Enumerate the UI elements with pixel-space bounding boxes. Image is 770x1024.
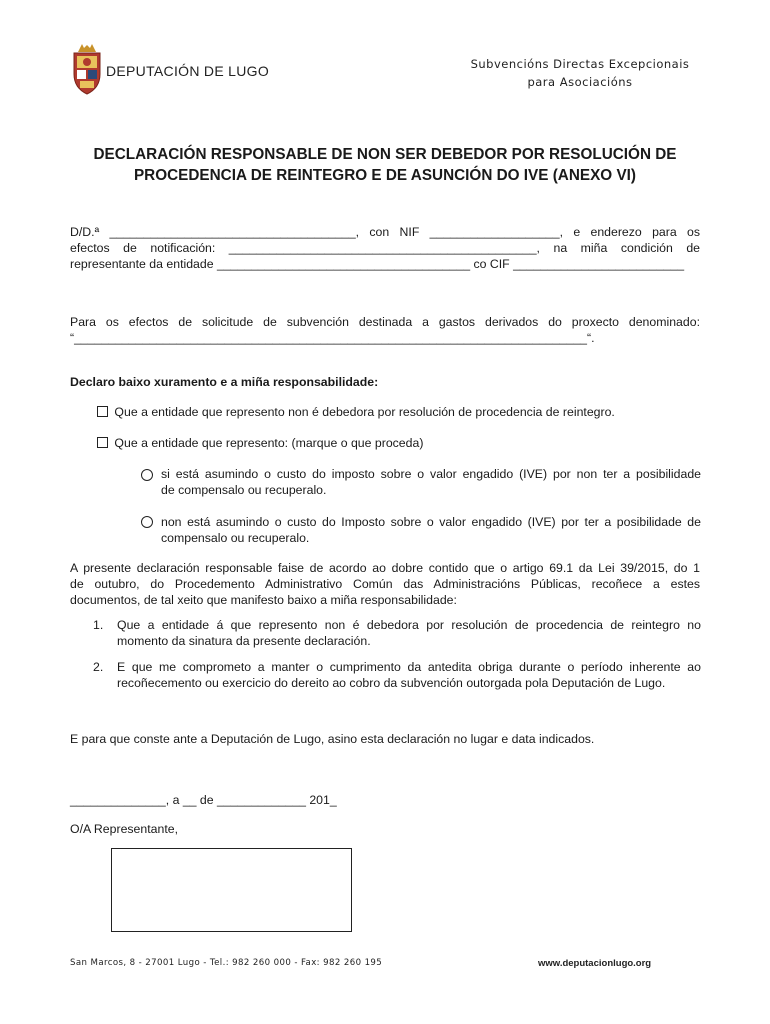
checkbox-debtor[interactable] [97,406,108,417]
item-1-line-1: Que a entidade á que represento non é debedora por resolución de procedencia de reintegro no [117,618,701,632]
radio-assuming-vat[interactable] [141,469,153,481]
title-line-2: PROCEDENCIA DE REINTEGRO E DE ASUNCIÓN DO IVE (ANEXO VI) [133,167,637,184]
item-number: 2. [93,660,104,674]
numbered-item-2 [93,659,701,691]
legal-line-1: A presente declaración responsable faise de acordo ao dobre contido que o artigo 69.1 da Lei 39/2015, do 1 [70,561,700,575]
header-subtitle [430,55,730,91]
header-line-2: para Asociacións [527,75,633,89]
signature-box[interactable] [111,848,352,932]
footer-address: San Marcos, 8 - 27001 Lugo - Tel.: 982 260 000 - Fax: 982 260 195 [70,958,383,968]
checkbox-vat[interactable] [97,437,108,448]
item-2-line-2: recoñecemento ou exercicio do dereito ao cobro da subvención outorgada pola Deputación de Lugo. [117,676,666,690]
item-number: 1. [93,618,104,632]
radio-2-line-2: compensalo ou recuperalo. [161,531,310,545]
purpose-paragraph [70,314,700,346]
numbered-item-1 [93,617,701,649]
radio-label-1 [161,466,701,498]
org-name: DEPUTACIÓN DE LUGO [106,63,270,79]
checkbox-item-2 [97,435,423,451]
legal-line-3: documentos, de tal xeito que manifesto baixo a miña responsabilidade: [70,593,457,607]
checkbox-label: Que a entidade que represento: (marque o que proceda) [114,436,424,450]
item-2-line-1: E que me comprometo a manter o cumprimento da antedita obriga durante o período inherente ao [117,660,701,674]
identity-line-3: representante da entidade _____________________________________ co CIF _________________________ [70,257,685,271]
checkbox-label: Que a entidade que represento non é debedora por resolución de procedencia de reintegro. [114,405,615,419]
coat-of-arms-icon [70,44,104,96]
radio-1-line-2: de compensalo ou recuperalo. [161,483,327,497]
item-1-line-2: momento da sinatura da presente declaración. [117,634,371,648]
header-line-1: Subvencións Directas Excepcionais [470,57,690,71]
purpose-line-2: “___________________________________________________________________________“. [70,331,595,345]
checkbox-item-1 [97,404,615,420]
place-date-line: ______________, a __ de _____________ 201_ [70,793,337,807]
identity-paragraph [70,224,700,272]
legal-line-2: de outubro, do Procedemento Administrativo Común das Administracións Públicas, recoñece a estes [70,577,700,591]
legal-paragraph [70,560,700,608]
radio-not-assuming-vat[interactable] [141,516,153,528]
signer-label: O/A Representante, [70,822,179,836]
identity-line-1: D/D.ª ____________________________________, con NIF ___________________, e enderezo para os [70,225,700,239]
identity-line-2: efectos de notificación: _____________________________________________, na miña condición de [70,241,700,255]
purpose-line-1: Para os efectos de solicitude de subvención destinada a gastos derivados do proxecto denominado: [70,315,700,329]
footer-website[interactable]: www.deputacionlugo.org [538,958,652,969]
declaration-heading: Declaro baixo xuramento e a miña responsabilidade: [70,375,379,389]
radio-1-line-1: si está asumindo o custo do imposto sobre o valor engadido (IVE) por non ter a posibilidade [161,467,701,481]
closing-statement: E para que conste ante a Deputación de Lugo, asino esta declaración no lugar e data indicados. [70,732,595,746]
document-title [70,144,700,186]
radio-2-line-1: non está asumindo o custo do Imposto sobre o valor engadido (IVE) por ter a posibilidade de [161,515,701,529]
radio-label-2 [161,514,701,546]
title-line-1: DECLARACIÓN RESPONSABLE DE NON SER DEBEDOR POR RESOLUCIÓN DE [93,146,677,163]
